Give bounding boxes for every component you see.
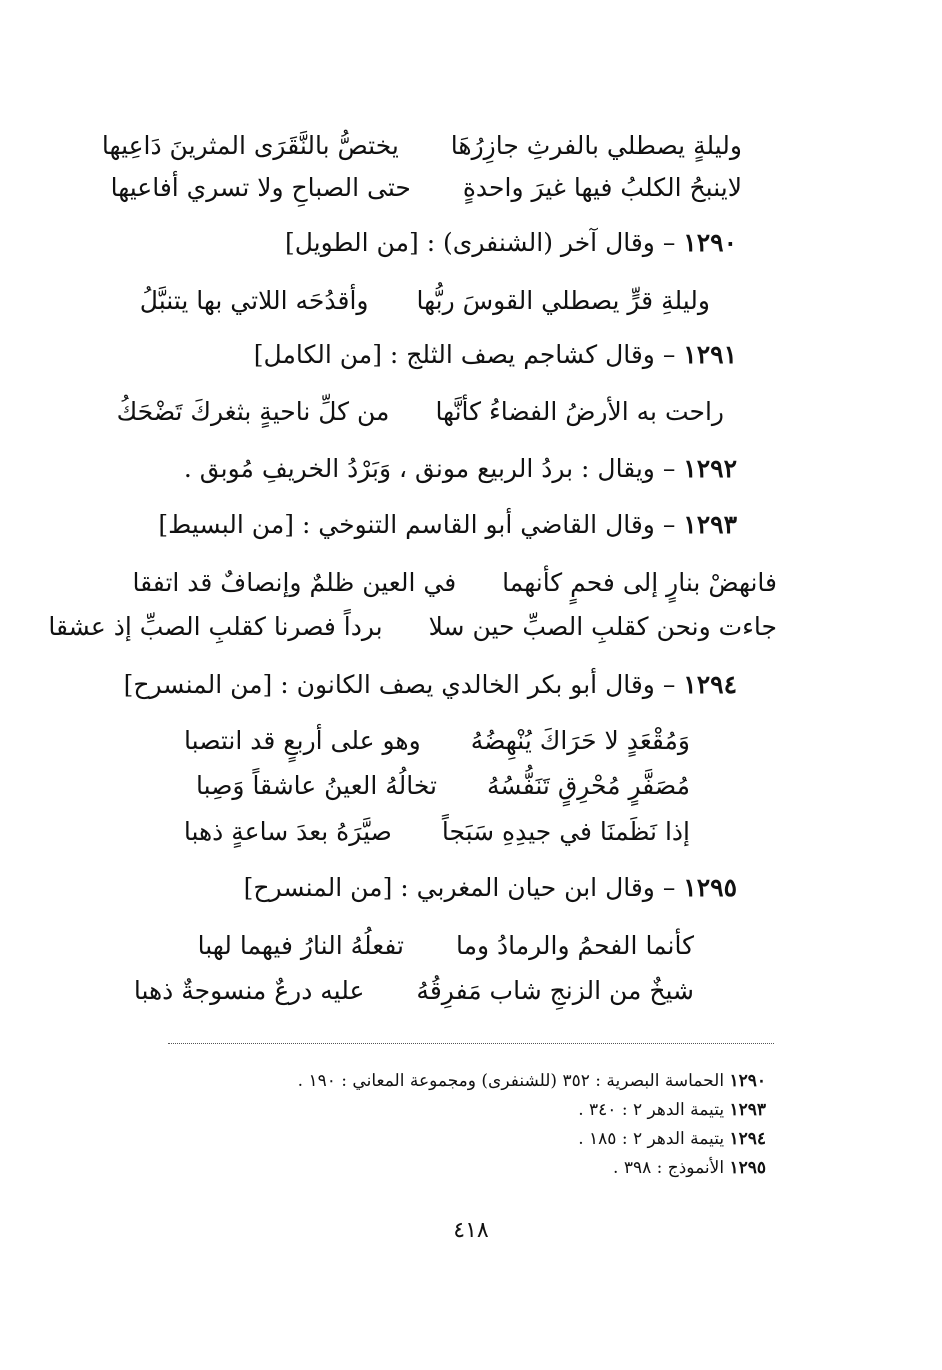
footnote xyxy=(298,1068,766,1094)
footnote xyxy=(578,1097,766,1123)
footnote-text: يتيمة الدهر ٢ : ٣٤٠ . xyxy=(578,1100,725,1120)
verse-first-hemistich: وَمُقْعَدٍ لا حَرَاكَ يُنْهِضُهُ xyxy=(470,726,690,755)
verse-line xyxy=(133,565,777,601)
verse-first-hemistich: وليلةٍ يصطلي بالفرثِ جازِرُهَا xyxy=(450,131,742,160)
verse-first-hemistich: لاينبحُ الكلبُ فيها غيرَ واحدةٍ xyxy=(462,173,742,202)
entry-intro: – وقال أبو بكر الخالدي يصف الكانون : xyxy=(280,670,676,699)
verse-second-hemistich: وأقدُحَه اللاتي بها يتنبَّلُ xyxy=(139,286,369,315)
verse-second-hemistich: تخالُهُ العينُ عاشقاً وَصِبا xyxy=(196,771,438,800)
footnote-divider xyxy=(168,1043,774,1044)
verse-first-hemistich: مُصَفَّرٍ مُحْرِقٍ تَنَفُّسُهُ xyxy=(487,771,690,800)
verse-second-hemistich: وهو على أربعٍ قد انتصبا xyxy=(184,726,421,755)
verse-line xyxy=(117,394,724,430)
entry-heading xyxy=(285,225,737,261)
verse-first-hemistich: راحت به الأرضُ الفضاءُ كأنَّها xyxy=(435,397,724,426)
verse-first-hemistich: شيخٌ من الزنجِ شاب مَفرِقُهُ xyxy=(416,976,694,1005)
footnote-number: ١٢٩٣ xyxy=(729,1100,766,1120)
entry-meter: [من المنسرح] xyxy=(123,670,273,699)
entry-number: ١٢٩١ xyxy=(683,340,737,369)
entry-intro: – وقال ابن حيان المغربي : xyxy=(400,873,676,902)
entry-number: ١٢٩٥ xyxy=(683,873,737,902)
entry-heading xyxy=(244,870,737,906)
footnote xyxy=(578,1126,766,1152)
entry-heading xyxy=(184,451,737,487)
entry-intro: – وقال القاضي أبو القاسم التنوخي : xyxy=(301,510,676,539)
footnote-text: الحماسة البصرية : ٣٥٢ (للشنفرى) ومجموعة المعاني : ١٩٠ . xyxy=(297,1071,725,1091)
entry-number: ١٢٩٢ xyxy=(683,454,737,483)
verse-line xyxy=(111,170,742,206)
verse-line xyxy=(184,814,690,850)
footnote-number: ١٢٩٥ xyxy=(729,1158,766,1178)
footnote xyxy=(613,1155,766,1181)
footnote-number: ١٢٩٤ xyxy=(729,1129,766,1149)
verse-line xyxy=(48,609,777,645)
verse-second-hemistich: صيَّرَهُ بعدَ ساعةٍ ذهبا xyxy=(183,817,392,846)
verse-line xyxy=(140,283,710,319)
verse-first-hemistich: وليلةِ قرٍّ يصطلي القوسَ ربُّها xyxy=(416,286,710,315)
entry-intro: – ويقال : بردُ الربيع مونق ، وَبَرْدُ الخريفِ مُوبق . xyxy=(183,454,676,483)
entry-number: ١٢٩٣ xyxy=(683,510,737,539)
entry-intro: – وقال آخر (الشنفرى) : xyxy=(426,228,676,257)
entry-meter: [من الكامل] xyxy=(253,340,382,369)
footnote-number: ١٢٩٠ xyxy=(729,1071,766,1091)
verse-first-hemistich: إذا نَظَمنَا في جيدِهِ سَبَجاً xyxy=(441,817,690,846)
verse-second-hemistich: يختصُّ بالنَّقَرَى المثرينَ دَاعِيها xyxy=(101,131,399,160)
verse-second-hemistich: برداً فصرنا كقلبِ الصبِّ إذ عشقا xyxy=(48,612,383,641)
verse-line xyxy=(184,723,690,759)
entry-number: ١٢٩٤ xyxy=(683,670,737,699)
entry-intro: – وقال كشاجم يصف الثلج : xyxy=(389,340,676,369)
verse-second-hemistich: عليه درعٌ منسوجةٌ ذهبا xyxy=(133,976,365,1005)
entry-heading xyxy=(254,337,737,373)
verse-first-hemistich: جاءت ونحن كقلبِ الصبِّ حين سلا xyxy=(428,612,777,641)
entry-meter: [من الطويل] xyxy=(284,228,419,257)
verse-first-hemistich: فانهضْ بنارٍ إلى فحمٍ كأنهما xyxy=(502,568,777,597)
verse-line xyxy=(196,768,690,804)
footnote-text: الأنموذج : ٣٩٨ . xyxy=(613,1158,725,1178)
verse-first-hemistich: كأنما الفحمُ والرمادُ وما xyxy=(455,931,694,960)
verse-second-hemistich: تفعلُهُ النارُ فيهما لهبا xyxy=(197,931,404,960)
verse-line xyxy=(198,928,694,964)
verse-second-hemistich: حتى الصباحِ ولا تسري أفاعيها xyxy=(110,173,411,202)
entry-meter: [من البسيط] xyxy=(158,510,294,539)
verse-line xyxy=(134,973,694,1009)
footnote-text: يتيمة الدهر ٢ : ١٨٥ . xyxy=(578,1129,725,1149)
entry-heading xyxy=(124,667,737,703)
entry-meter: [من المنسرح] xyxy=(243,873,393,902)
page-number: ٤١٨ xyxy=(453,1218,489,1243)
entry-heading xyxy=(158,507,737,543)
entry-number: ١٢٩٠ xyxy=(683,228,737,257)
verse-second-hemistich: في العين ظلمٌ وإنصافٌ قد اتفقا xyxy=(132,568,457,597)
verse-line xyxy=(102,128,742,164)
verse-second-hemistich: من كلِّ ناحيةٍ بثغركَ تَضْحَكُ xyxy=(116,397,390,426)
